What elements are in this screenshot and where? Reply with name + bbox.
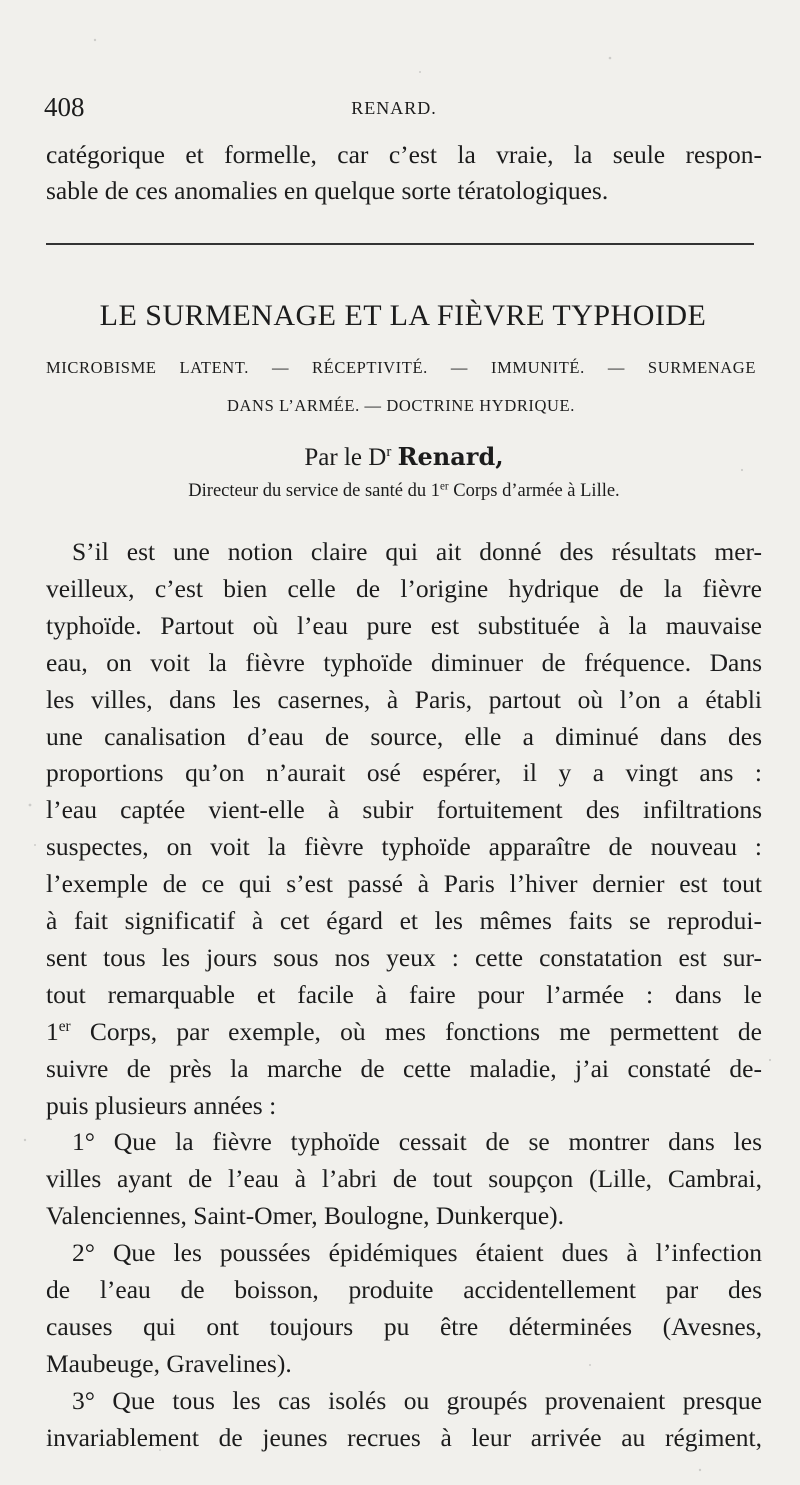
body-line: l’exemple de ce qui s’est passé à Paris l’hiver dernier est tout bbox=[46, 869, 762, 898]
body-line: Valenciennes, Saint-Omer, Boulogne, Dunkerque). bbox=[46, 1201, 565, 1230]
body-line: eau, on voit la fièvre typhoïde diminuer de fréquence. Dans bbox=[46, 648, 762, 677]
body-line: à fait significatif à cet égard et les mêmes faits se reprodui- bbox=[46, 906, 762, 935]
body-line: tout remarquable et facile à faire pour l’armée : dans le bbox=[46, 980, 762, 1009]
byline bbox=[46, 440, 762, 475]
body-line-part: er bbox=[58, 1017, 71, 1035]
affiliation-text-end: Corps d’armée à Lille. bbox=[448, 481, 620, 501]
intro-line: catégorique et formelle, car c’est la vraie, la seule respon- bbox=[46, 140, 762, 169]
body-line: typhoïde. Partout où l’eau pure est substituée à la mauvaise bbox=[46, 611, 762, 640]
body-line: puis plusieurs années : bbox=[46, 1091, 277, 1120]
body-line: invariablement de jeunes recrues à leur arrivée au régiment, bbox=[46, 1423, 762, 1452]
intro-line: sable de ces anomalies en quelque sorte tératologiques. bbox=[46, 176, 609, 205]
affiliation-text: Directeur du service de santé du 1 bbox=[188, 481, 440, 501]
running-head: RENARD. bbox=[351, 98, 437, 118]
body-line: de l’eau de boisson, produite accidentellement par des bbox=[46, 1275, 762, 1304]
article-subtitle-line-2: DANS L’ARMÉE. — DOCTRINE HYDRIQUE. bbox=[227, 396, 575, 415]
body-line bbox=[46, 1014, 762, 1050]
body-line: l’eau captée vient-elle à subir fortuitement des infiltrations bbox=[46, 795, 762, 824]
body-line: suspectes, on voit la fièvre typhoïde apparaître de nouveau : bbox=[46, 832, 762, 861]
body-line: causes qui ont toujours pu être déterminées (Avesnes, bbox=[46, 1312, 762, 1341]
author-affiliation bbox=[46, 478, 762, 504]
body-line: villes ayant de l’eau à l’abri de tout soupçon (Lille, Cambrai, bbox=[46, 1164, 762, 1193]
body-line: les villes, dans les casernes, à Paris, partout où l’on a établi bbox=[46, 685, 762, 714]
body-line: sent tous les jours sous nos yeux : cette constatation est sur- bbox=[46, 943, 762, 972]
body-line: veilleux, c’est bien celle de l’origine hydrique de la fièvre bbox=[46, 574, 762, 603]
byline-prefix: Par le D bbox=[304, 444, 387, 471]
body-line: une canalisation d’eau de source, elle a diminué dans des bbox=[46, 722, 762, 751]
body-line-part: 1 bbox=[46, 1017, 59, 1046]
section-divider bbox=[46, 243, 754, 245]
body-line: suivre de près la marche de cette maladie, j’ai constaté de- bbox=[46, 1054, 762, 1083]
body-line: 1° Que la fièvre typhoïde cessait de se montrer dans les bbox=[72, 1127, 762, 1156]
body-line: 2° Que les poussées épidémiques étaient dues à l’infection bbox=[72, 1238, 762, 1267]
article-subtitle-line-1: MICROBISME LATENT. — RÉCEPTIVITÉ. — IMMUNITÉ. — SURMENAGE bbox=[46, 358, 756, 377]
author-name: Renard, bbox=[397, 442, 504, 471]
page-number: 408 bbox=[44, 92, 85, 122]
byline-sup: r bbox=[386, 444, 392, 460]
article-title: LE SURMENAGE ET LA FIÈVRE TYPHOIDE bbox=[99, 299, 707, 332]
body-line: S’il est une notion claire qui ait donné des résultats mer- bbox=[72, 537, 762, 566]
body-line: 3° Que tous les cas isolés ou groupés provenaient presque bbox=[72, 1386, 762, 1415]
page-header bbox=[44, 92, 744, 128]
body-line: Maubeuge, Gravelines). bbox=[46, 1349, 292, 1378]
body-line: proportions qu’on n’aurait osé espérer, il y a vingt ans : bbox=[46, 758, 762, 787]
affiliation-sup: er bbox=[440, 480, 449, 493]
body-line-part: Corps, par exemple, où mes fonctions me permettent de bbox=[70, 1017, 762, 1046]
